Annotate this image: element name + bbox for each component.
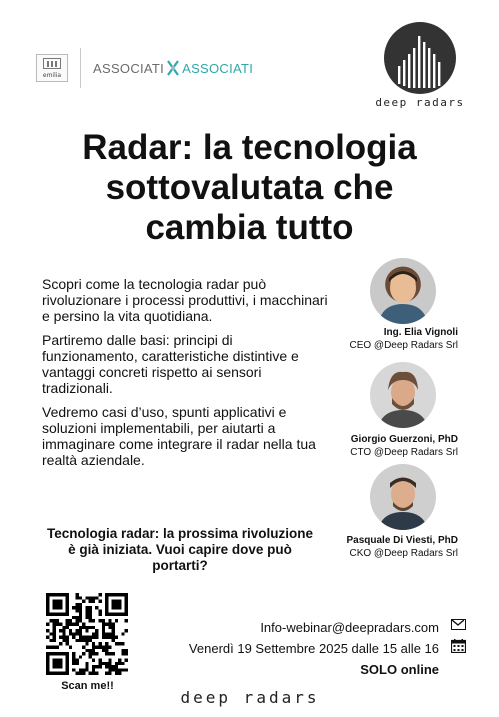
speaker-name: Ing. Elia Vignoli [383,327,458,338]
speaker-role: CKO @Deep Radars Srl [349,548,458,559]
contact-info [189,617,439,680]
speaker-role: CTO @Deep Radars Srl [350,447,458,458]
title-line-1: Radar: la tecnologia [82,128,417,167]
speaker-name: Giorgio Guerzoni, PhD [350,434,458,445]
intro-paragraph-2: Partiremo dalle basi: principi di funzionamento, caratteristiche distintive e vantaggi concreti rispetto ai sensori tradizionali. [42,332,299,396]
radar-bars-icon [384,22,456,94]
intro-paragraph-3: Vedremo casi d’uso, spunti applicativi e soluzioni implementabili, per aiutarti a immaginare come integrare il radar nella tua realtà aziendale. [42,404,316,468]
speaker-photo [370,258,436,324]
contact-email[interactable]: Info-webinar@deepradars.com [260,620,439,635]
title-line-2: sottovalutata che [105,168,394,207]
speaker-role: CEO @Deep Radars Srl [349,340,458,351]
event-mode: SOLO online [360,662,439,677]
mail-flap-icon [452,620,464,628]
deep-radars-logo [384,22,456,94]
speaker-photo [370,362,436,428]
speaker-portrait-icon [370,362,436,428]
speaker-portrait-icon [370,258,436,324]
logo-divider [80,48,81,88]
deep-radars-wordmark: deep radars [375,96,465,109]
intro-text [42,276,332,476]
associati-logo [93,60,253,76]
associati-x-icon [166,60,180,76]
emilia-logo [36,54,68,82]
qr-code[interactable] [46,593,128,675]
intro-paragraph-1: Scopri come la tecnologia radar può rivoluzionare i processi produttivi, i macchinari e persino la vita quotidiana. [42,276,328,324]
speaker-portrait-icon [370,464,436,530]
building-icon [43,58,61,69]
footer-brand: deep radars [180,688,320,707]
speaker-photo [370,464,436,530]
associati-text-2: ASSOCIATI [182,60,254,76]
scan-label: Scan me!! [61,680,114,692]
mail-icon [451,619,466,630]
title-line-3: cambia tutto [145,208,354,247]
speaker-name: Pasquale Di Viesti, PhD [346,535,458,546]
event-date: Venerdì 19 Settembre 2025 dalle 15 alle 16 [188,641,439,656]
calendar-icon [451,639,466,653]
callout-text: Tecnologia radar: la prossima rivoluzione è già iniziata. Vuoi capire dove può portarti? [46,526,314,573]
associati-text-1: ASSOCIATI [93,60,165,76]
page-title [20,128,479,248]
emilia-logo-label: emilia [42,72,62,79]
